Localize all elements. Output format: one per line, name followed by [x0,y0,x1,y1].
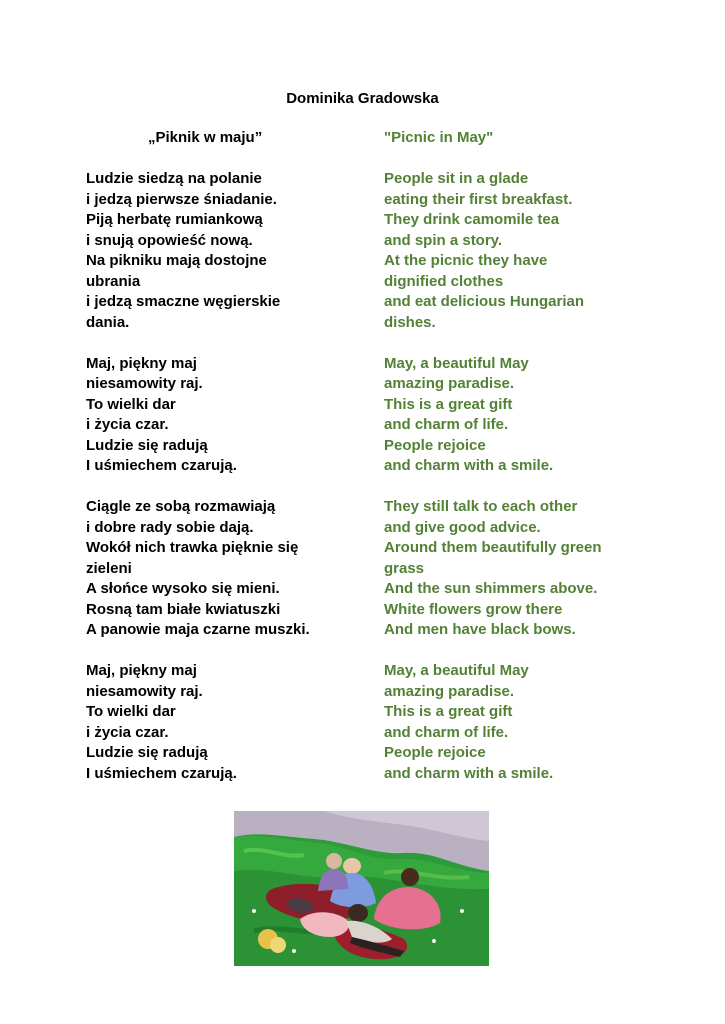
english-line: White flowers grow there [384,600,563,618]
english-stanza-1 [384,169,704,333]
polish-line: niesamowity raj. [86,375,203,392]
english-line: People rejoice [384,436,486,454]
english-line: This is a great gift [384,703,513,720]
polish-stanza-3 [86,497,361,641]
english-line: And men have black bows. [384,621,576,638]
polish-poem-column [86,128,361,784]
author-name: Dominika Gradowska [286,90,439,107]
english-line: Around them beautifully green [384,539,602,556]
english-line: They still talk to each other [384,498,578,515]
english-line: and charm with a smile. [384,457,554,474]
english-line: and charm of life. [384,416,509,433]
english-stanza-3 [384,497,704,641]
english-line: grass [384,559,425,577]
polish-line: niesamowity raj. [86,682,203,700]
english-line: and give good advice. [384,518,541,536]
polish-poem-title: „Piknik w maju” [148,129,263,146]
polish-stanza-1 [86,169,361,333]
polish-stanza-2 [86,354,361,477]
english-line: At the picnic they have [384,252,548,269]
english-line: May, a beautiful May [384,662,529,679]
polish-line: Ludzie się radują [86,436,208,454]
polish-line: Ludzie siedzą na polanie [86,170,262,187]
polish-line: Rosną tam białe kwiatuszki [86,600,281,618]
polish-line: i dobre rady sobie dają. [86,518,254,536]
english-line: and spin a story. [384,231,503,249]
polish-line: To wielki dar [86,395,176,413]
polish-line: A słońce wysoko się mieni. [86,580,280,597]
english-poem-title: "Picnic in May" [384,129,494,146]
english-line: amazing paradise. [384,682,515,700]
english-line: People rejoice [384,744,486,761]
english-line: People sit in a glade [384,170,529,187]
english-line: and eat delicious Hungarian [384,293,585,310]
polish-line: Ludzie się radują [86,744,208,761]
picnic-painting [234,811,489,966]
polish-line: i jedzą smaczne węgierskie [86,293,281,310]
english-line: And the sun shimmers above. [384,580,598,597]
polish-stanza-4 [86,661,361,784]
polish-line: Wokół nich trawka pięknie się [86,539,299,556]
polish-line: Na pikniku mają dostojne [86,252,267,269]
polish-line: I uśmiechem czarują. [86,457,237,474]
english-line: This is a great gift [384,395,513,413]
polish-line: ubrania [86,272,141,290]
english-line: May, a beautiful May [384,354,529,372]
polish-line: Ciągle ze sobą rozmawiają [86,498,276,515]
polish-line: i jedzą pierwsze śniadanie. [86,190,277,208]
english-line: and charm with a smile. [384,764,554,782]
polish-line: Maj, piękny maj [86,354,197,372]
english-line: eating their first breakfast. [384,190,573,208]
english-stanza-2 [384,354,704,477]
polish-line: Piją herbatę rumiankową [86,211,263,228]
english-line: and charm of life. [384,723,509,741]
polish-line: dania. [86,313,130,331]
polish-line: i życia czar. [86,723,169,741]
english-stanza-4 [384,661,704,784]
polish-line: i życia czar. [86,416,169,433]
english-line: dishes. [384,313,436,331]
polish-line: I uśmiechem czarują. [86,764,237,782]
english-line: dignified clothes [384,272,504,290]
polish-line: A panowie maja czarne muszki. [86,621,310,638]
english-poem-column [384,128,704,784]
polish-line: zieleni [86,559,132,577]
polish-line: i snują opowieść nową. [86,231,253,249]
polish-line: Maj, piękny maj [86,662,197,679]
english-line: amazing paradise. [384,375,515,392]
polish-line: To wielki dar [86,703,176,720]
english-line: They drink camomile tea [384,211,560,228]
